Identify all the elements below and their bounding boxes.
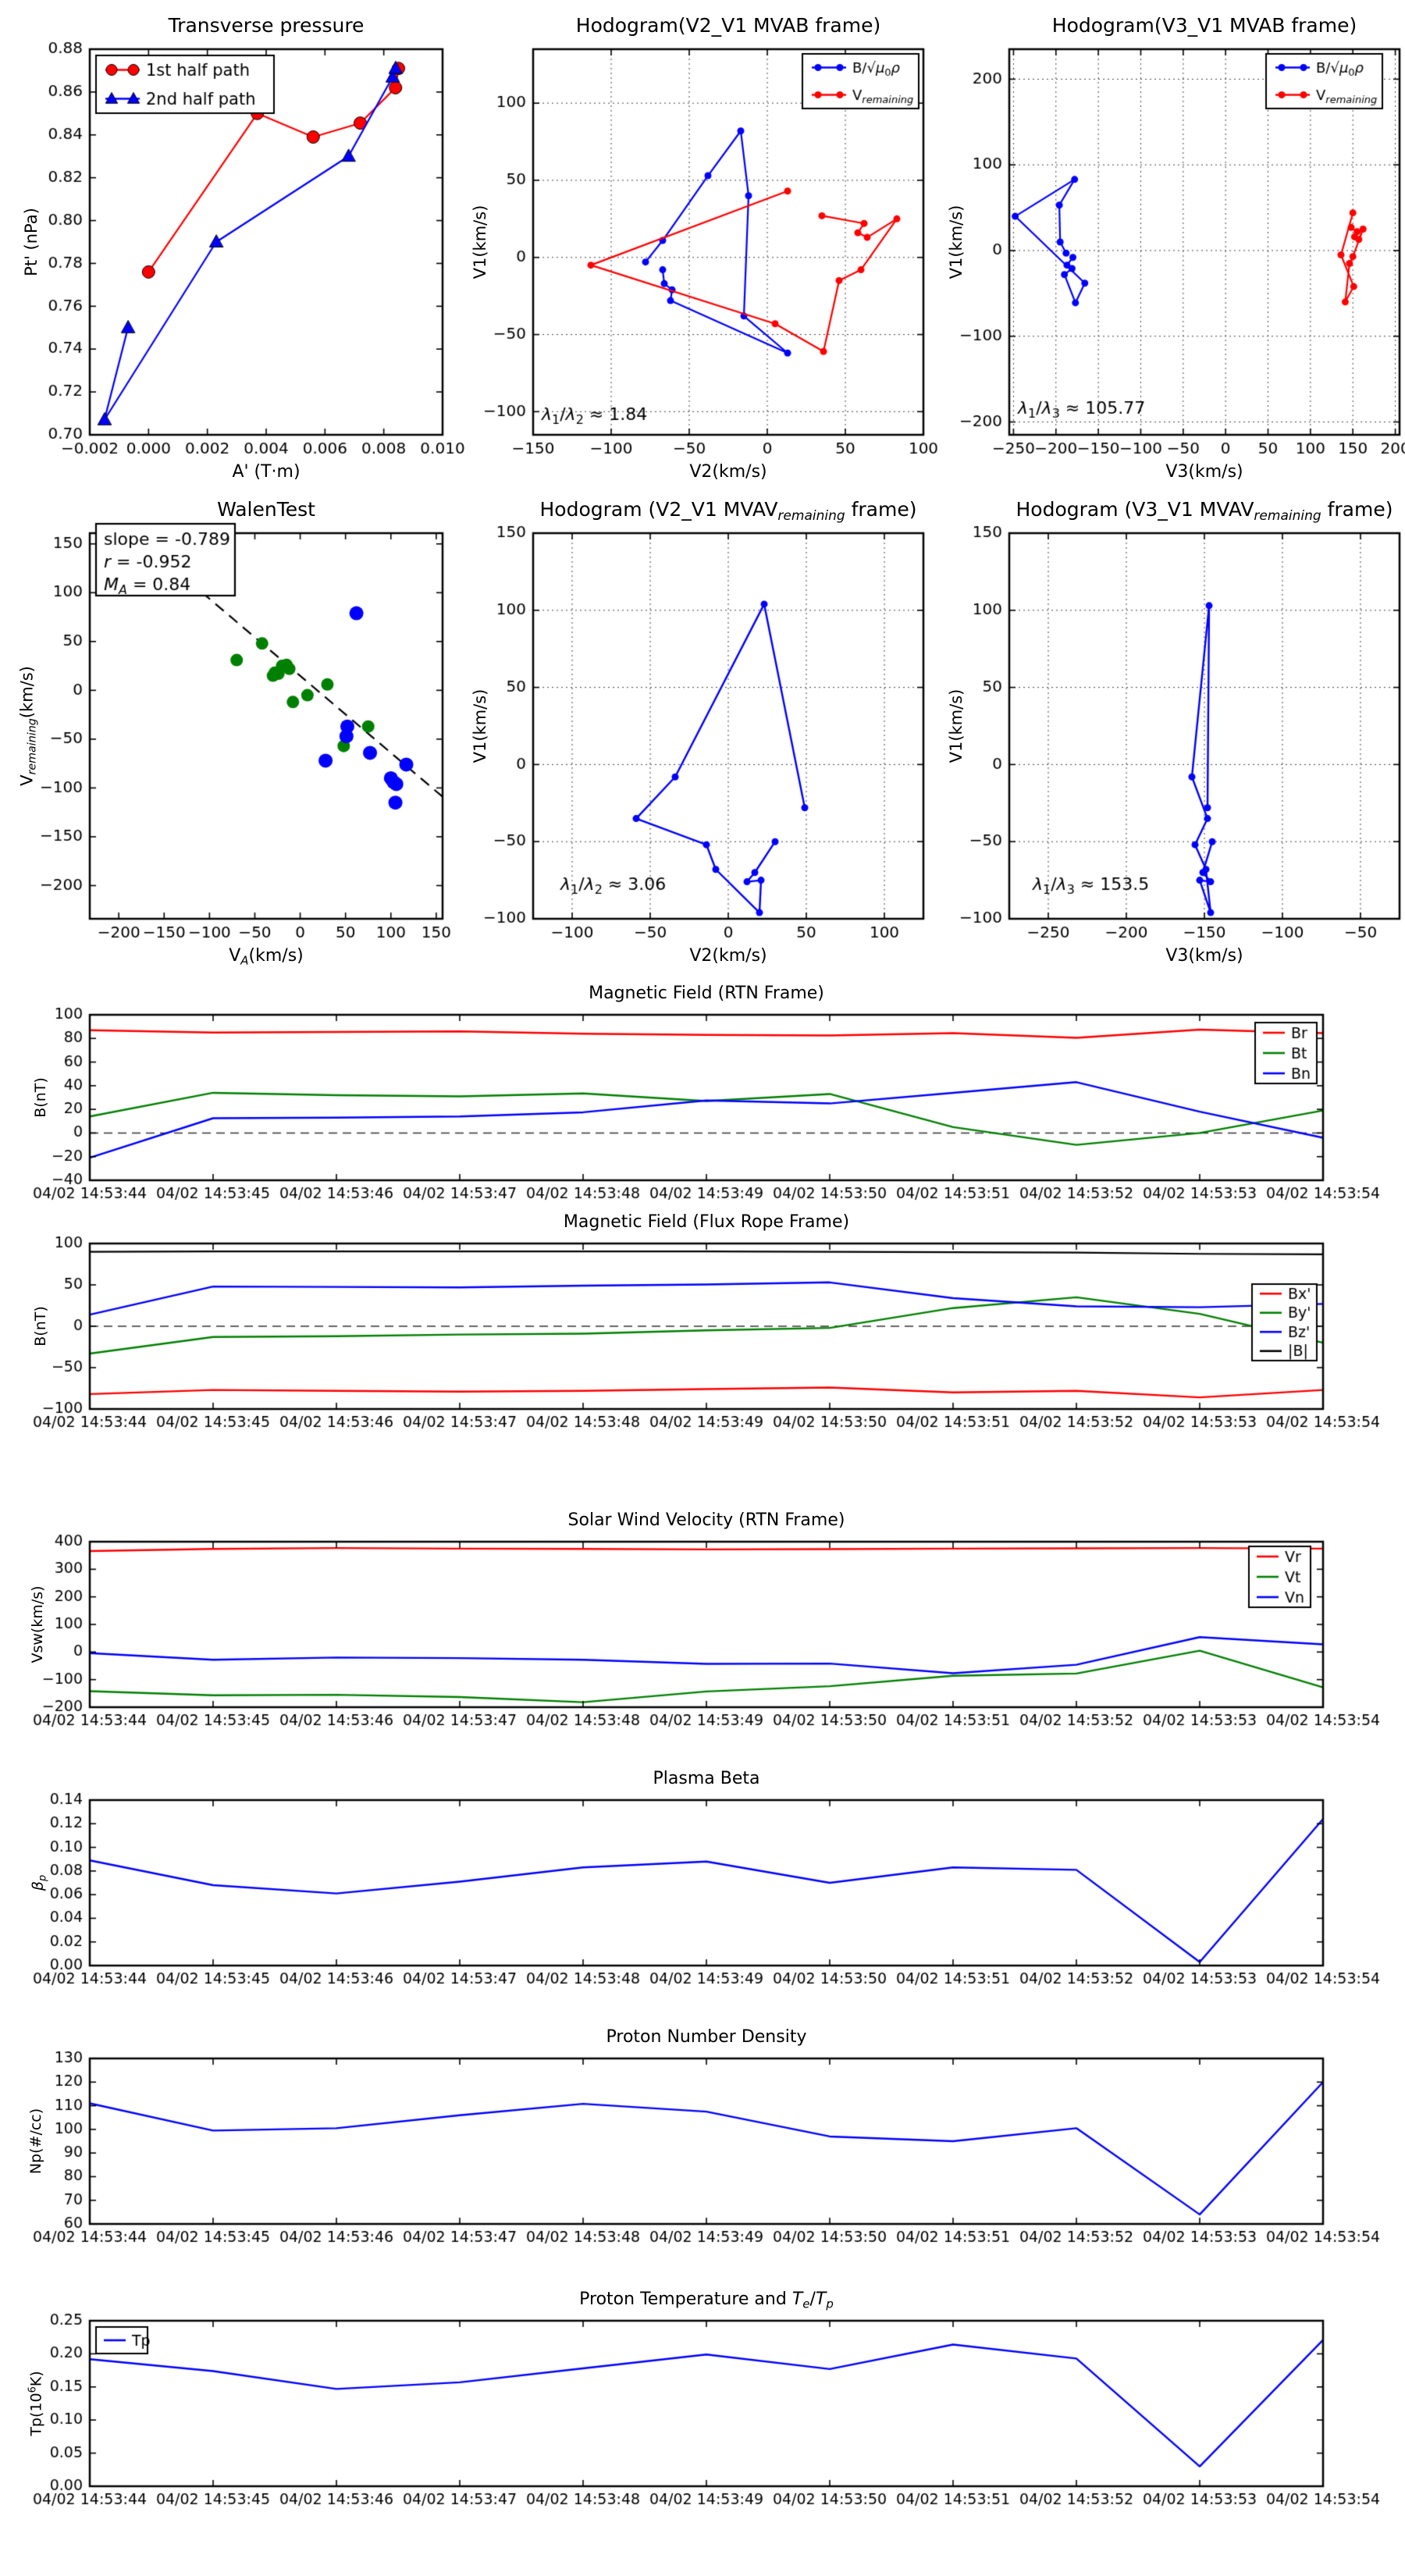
title-segment: remaining: [777, 508, 845, 525]
y-axis-label-tp: [27, 2371, 44, 2435]
title-segment: Hodogram (V3_V1 MVAV: [1016, 498, 1254, 521]
x-axis-label-a-prime: [232, 462, 300, 482]
title-segment: frame): [1321, 498, 1393, 521]
y-axis-label-vremaining: [17, 666, 38, 786]
x-axis-label-v2-mvab: [689, 462, 767, 482]
label-segment: (km/s): [17, 666, 37, 719]
y-axis-label-v1-p2: [471, 205, 489, 279]
label-segment: V1(km/s): [471, 205, 489, 279]
title-segment: Proton Number Density: [606, 2027, 807, 2047]
chart-title-hodogram-v2v1-mvab: [576, 14, 880, 37]
chart-title-hodogram-v2v1-mvav: [540, 498, 917, 524]
label-segment: Vsw(km/s): [29, 1585, 46, 1663]
label-segment: V2(km/s): [689, 462, 767, 482]
title-segment: T: [791, 2290, 803, 2309]
y-axis-label-vsw: [29, 1585, 46, 1663]
label-segment: V: [229, 946, 241, 966]
title-segment: Hodogram(V2_V1 MVAB frame): [575, 14, 881, 37]
chart-title-solar-wind-velocity: [568, 1510, 845, 1530]
chart-title-plasma-beta: [653, 1769, 760, 1788]
title-segment: Hodogram(V3_V1 MVAB frame): [1051, 14, 1357, 37]
title-segment: e: [802, 2297, 810, 2311]
title-segment: Plasma Beta: [653, 1769, 760, 1788]
y-axis-label-b-rtn: [32, 1077, 49, 1118]
chart-title-magnetic-field-rtn: [589, 984, 824, 1003]
title-segment: T: [815, 2290, 827, 2309]
chart-title-proton-temperature: [579, 2290, 834, 2311]
label-segment: 6: [27, 2386, 39, 2393]
title-segment: Magnetic Field (Flux Rope Frame): [563, 1212, 850, 1232]
label-segment: V1(km/s): [947, 205, 966, 279]
y-axis-label-b-fr: [32, 1306, 49, 1347]
x-axis-label-v3-mvav: [1165, 946, 1243, 966]
x-axis-label-va: [229, 946, 304, 967]
label-segment: B(nT): [32, 1306, 49, 1347]
label-segment: Pt' (nPa): [22, 208, 41, 276]
label-segment: B(nT): [32, 1077, 49, 1118]
title-segment: Solar Wind Velocity (RTN Frame): [567, 1510, 845, 1530]
label-segment: V3(km/s): [1165, 946, 1243, 966]
title-segment: remaining: [1254, 508, 1321, 525]
title-segment: frame): [845, 498, 917, 521]
chart-title-hodogram-v3v1-mvav: [1016, 498, 1393, 524]
label-segment: p: [37, 1874, 49, 1882]
label-segment: V: [17, 774, 37, 786]
label-segment: Np(#/cc): [27, 2108, 44, 2175]
chart-title-proton-number-density: [606, 2027, 807, 2047]
y-axis-label-beta: [30, 1875, 49, 1891]
label-segment: A' (T·m): [232, 462, 301, 482]
label-segment: V2(km/s): [689, 946, 767, 966]
label-segment: A: [240, 953, 249, 968]
title-segment: Magnetic Field (RTN Frame): [589, 984, 824, 1003]
x-axis-label-v2-mvav: [689, 946, 767, 966]
label-segment: V1(km/s): [471, 688, 489, 763]
label-segment: K): [27, 2371, 45, 2387]
y-axis-label-v1-p5: [471, 689, 489, 763]
x-axis-label-v3-mvab: [1165, 462, 1243, 482]
title-segment: WalenTest: [217, 498, 315, 521]
title-segment: /: [809, 2290, 816, 2309]
y-axis-label-v1-p3: [947, 205, 966, 279]
y-axis-label-pt: [22, 208, 41, 276]
label-segment: V1(km/s): [947, 688, 966, 763]
chart-title-walen-test: [217, 498, 315, 521]
chart-title-hodogram-v3v1-mvab: [1052, 14, 1357, 37]
label-segment: (km/s): [248, 946, 304, 966]
label-segment: β: [29, 1881, 47, 1891]
title-segment: p: [826, 2297, 834, 2311]
label-segment: remaining: [26, 718, 39, 775]
title-segment: Transverse pressure: [168, 14, 365, 37]
label-segment: V3(km/s): [1165, 462, 1243, 482]
title-segment: Proton Temperature and: [579, 2290, 792, 2309]
label-segment: Tp(10: [27, 2393, 45, 2436]
y-axis-label-np: [27, 2108, 44, 2174]
title-segment: Hodogram (V2_V1 MVAV: [539, 498, 778, 521]
chart-title-magnetic-field-flux-rope: [564, 1212, 849, 1232]
chart-title-transverse-pressure: [169, 14, 365, 37]
y-axis-label-v1-p6: [947, 689, 966, 763]
